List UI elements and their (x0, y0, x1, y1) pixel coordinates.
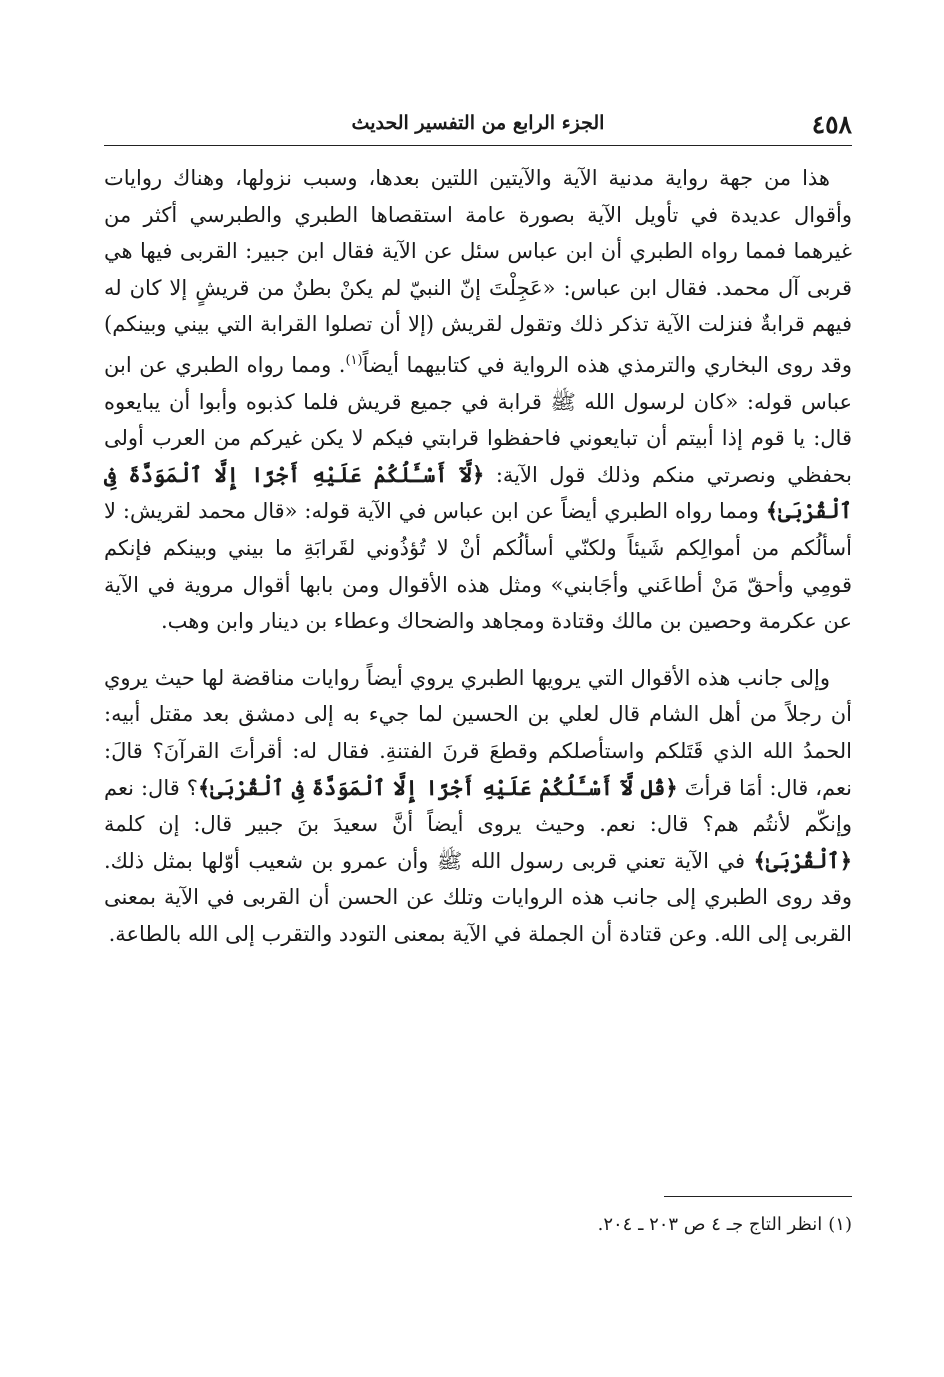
paragraph-1-text-2: . ومما رواه الطبري عن ابن عباس قوله: «كان لرسول الله ﷺ قرابة في جميع قريش فلما كذبوه وأبوا أن يبايعوه قال: يا قوم إذا أبيتم أن تبايعوني فاحفظوا قرابتي فيكم لا يكن غيركم من العرب أولى بحفظي ونصرتي منكم وذلك قول الآية: (104, 352, 852, 487)
paragraph-1 (104, 160, 852, 640)
paragraph-1-text-3: ومما رواه الطبري أيضاً عن ابن عباس في الآية قوله: «قال محمد لقريش: لا أسألُكم من أموالِكم شَيئاً ولكنّي أسألُكم أنْ لا تُؤذُوني لقَرابَةِ ما بيني وبينكم فإنكم قومِي وأحقّ مَنْ أطاعَني وأجَابني» ومثل هذه الأقوال ومن بابها أقوال مروية في الآية عن عكرمة وحصين بن مالك وقتادة ومجاهد والضحاك وعطاء بن دينار وابن وهب. (104, 499, 852, 634)
footnote-rule (664, 1196, 852, 1197)
quran-quote: ﴿قُل لَّآ أَسْـَٔلُكُمْ عَلَيْهِ أَجْرًا إِلَّا ٱلْمَوَدَّةَ فِى ٱلْقُرْبَىٰ﴾ (197, 774, 678, 800)
footnote-text: انظر التاج جـ ٤ ص ٢٠٣ ـ ٢٠٤. (597, 1214, 823, 1235)
body-text (104, 160, 852, 952)
paragraph-2-text-2: ؟ قال: نعم وإنكّم لأنتُم هم؟ قال: نعم. وحيث يروى أيضاً أنَّ سعيدَ بنَ جبير قال: إن كلمة (104, 775, 852, 837)
paragraph-1-text-1: هذا من جهة رواية مدنية الآية والآيتين اللتين بعدها، وسبب نزولها، وهناك روايات وأقوال عديدة في تأويل الآية بصورة عامة استقصاها الطبري والطبرسي أكثر من غيرهما فمما رواه الطبري أن ابن عباس سئل عن الآية فقال ابن جبير: القربى فيها هي قربى آل محمد. فقال ابن عباس: «عَجِلْتَ إنّ النبيّ لم يكنْ بطنٌ من قريشٍ إلا كان له فيهم قرابةٌ فنزلت الآية تذكر ذلك وتقول لقريش (إلا أن تصلوا القرابة التي بيني وبينكم) وقد روى البخاري والترمذي هذه الرواية في كتابيهما أيضاً (104, 166, 852, 377)
header-rule (104, 145, 852, 146)
page-header (104, 106, 852, 144)
footnote-mark: (١) (828, 1214, 852, 1235)
paragraph-2 (104, 660, 852, 953)
quran-quote: ﴿ٱلْقُرْبَىٰ﴾ (753, 847, 852, 873)
footnote-reference: (١) (345, 352, 363, 368)
paragraph-2-text-3: في الآية تعني قربى رسول الله ﷺ وأن عمرو بن شعيب أوّلها بمثل ذلك. وقد روى الطبري إلى جانب هذه الروايات وتلك عن الحسن أن القربى في الآية بمعنى القربى إلى الله. وعن قتادة أن الجملة في الآية بمعنى التودد والتقرب إلى الله بالطاعة. (104, 848, 852, 946)
running-title: الجزء الرابع من التفسير الحديث (351, 112, 605, 134)
footnote (104, 1212, 852, 1238)
page-number: ٤٥٨ (811, 110, 852, 139)
quran-quote: ﴿لَّآ أَسْـَٔلُكُمْ عَلَيْهِ أَجْرًا إِلَّا ٱلْمَوَدَّةَ فِى ٱلْقُرْبَىٰ﴾ (104, 461, 852, 524)
paragraph-2-text-1: وإلى جانب هذه الأقوال التي يرويها الطبري يروي أيضاً روايات مناقضة لها حيث يروي أن رجلاً من أهل الشام قال لعلي بن الحسين لما جيء به إلى دمشق بعد مقتل أبيه: الحمدُ الله الذي قَتَلكم واستأصلكم وقطعَ قرنَ الفتنةِ. فقال له: أقرأتَ القرآنَ؟ قالَ: نعم، قال: أمَا قرأتَ (104, 665, 852, 800)
